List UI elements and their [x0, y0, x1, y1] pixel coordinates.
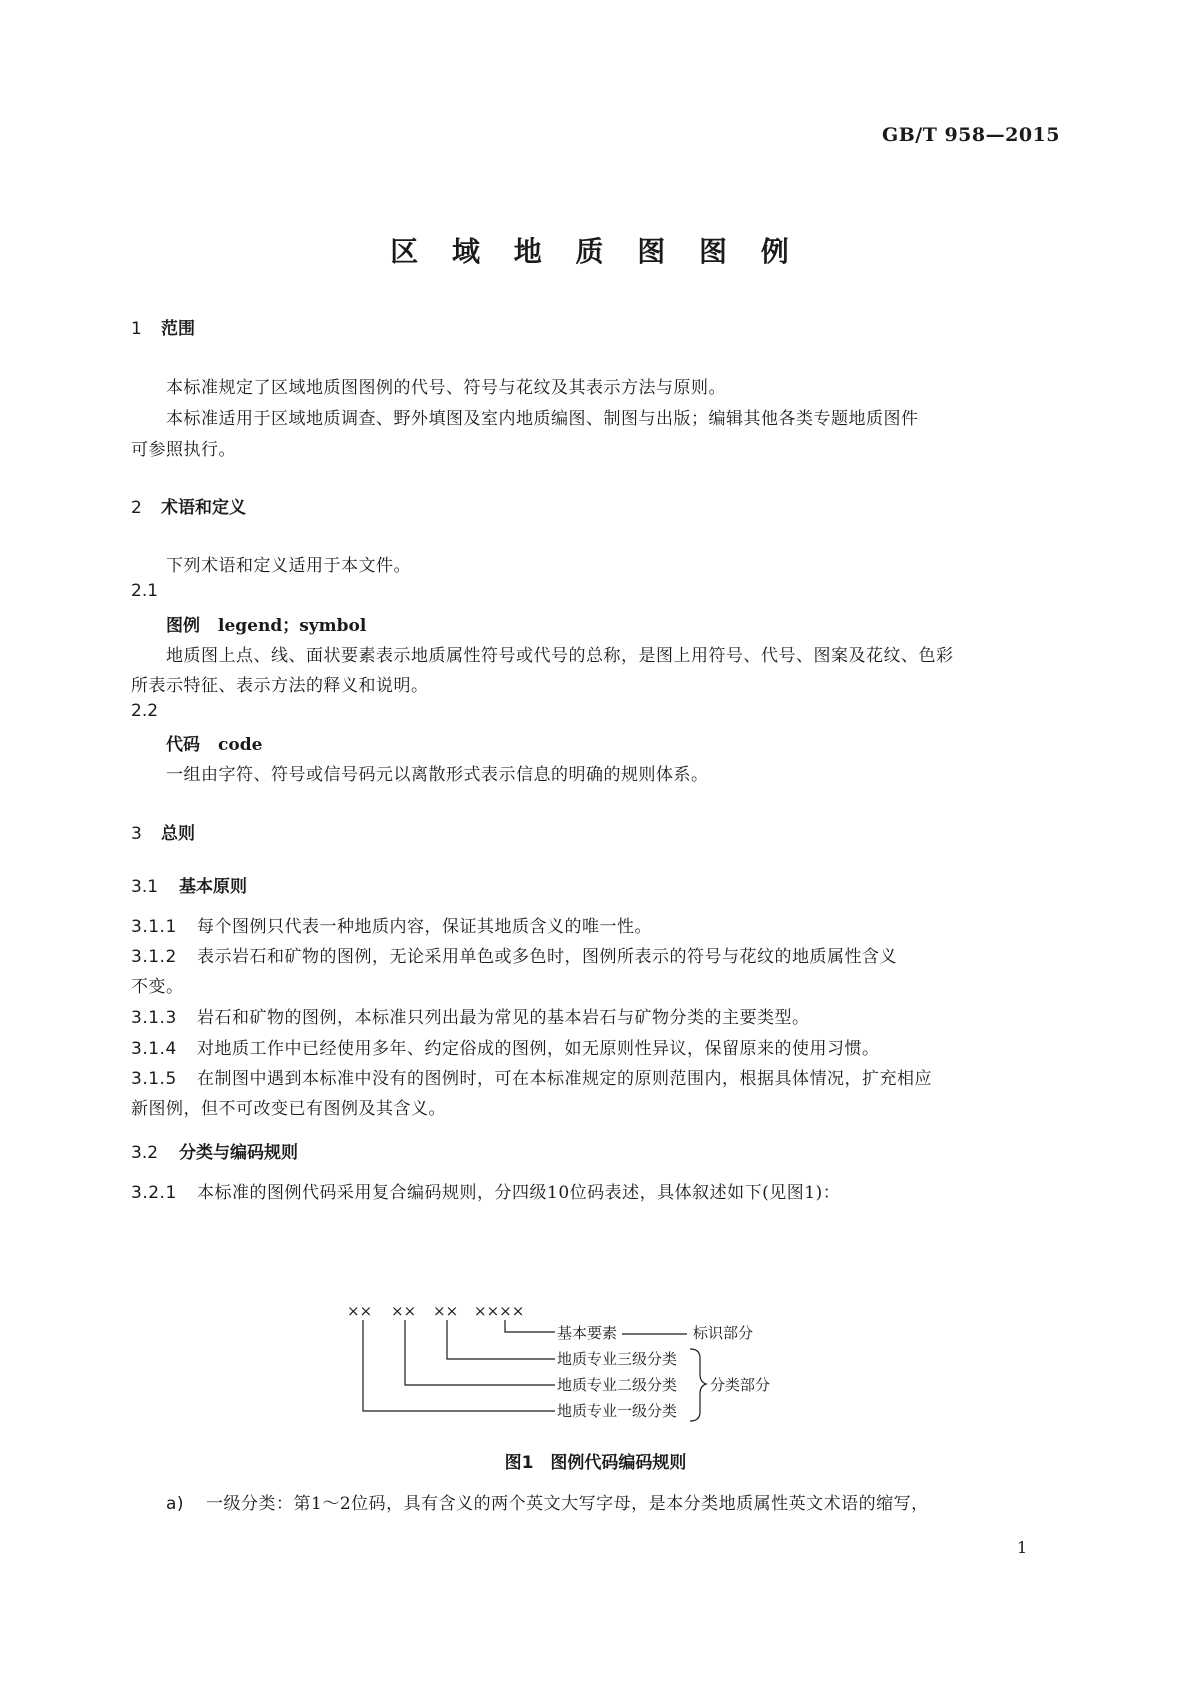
label-basic-element: 基本要素	[557, 1324, 618, 1342]
section-3-heading	[131, 819, 195, 844]
section-title: 总则	[161, 824, 195, 844]
paragraph: 可参照执行。	[131, 440, 236, 460]
clause-text: 岩石和矿物的图例，本标准只列出最为常见的基本岩石与矿物分类的主要类型。	[197, 1008, 810, 1028]
term-number: 2.1	[131, 581, 159, 601]
clause-number: 3.1.2	[131, 947, 177, 967]
label-level3: 地质专业三级分类	[557, 1350, 678, 1368]
section-1-heading	[131, 314, 195, 339]
code-level1: ××	[347, 1302, 373, 1320]
standard-number: GB/T 958—2015	[881, 124, 1060, 146]
connector-level3	[447, 1320, 555, 1359]
term-definition: 地质图上点、线、面状要素表示地质属性符号或代号的总称，是图上用符号、代号、图案及花纹、色彩	[166, 646, 954, 666]
clause-3-1-4	[131, 1034, 880, 1059]
clause-3-1-1	[131, 912, 652, 937]
paragraph: 本标准适用于区域地质调查、野外填图及室内地质编图、制图与出版；编辑其他各类专题地质图件	[166, 409, 919, 429]
section-2-heading	[131, 493, 246, 518]
clause-text: 在制图中遇到本标准中没有的图例时，可在本标准规定的原则范围内，根据具体情况，扩充相应	[197, 1069, 932, 1089]
clause-text-continued: 新图例，但不可改变已有图例及其含义。	[131, 1099, 446, 1119]
subsection-title: 分类与编码规则	[179, 1143, 298, 1163]
term-zh: 图例	[166, 616, 200, 636]
clause-number: 3.1.5	[131, 1069, 177, 1089]
clause-3-2-1	[131, 1178, 840, 1203]
clause-number: 3.1.1	[131, 917, 177, 937]
document-title: 区 域 地 质 图 图 例	[390, 235, 801, 268]
figure-caption: 图1 图例代码编码规则	[504, 1453, 687, 1473]
code-level2: ××	[391, 1302, 417, 1320]
label-level1: 地质专业一级分类	[557, 1402, 678, 1420]
subsection-3-2-heading	[131, 1138, 298, 1163]
clause-3-1-2	[131, 942, 897, 967]
section-number: 1	[131, 319, 142, 339]
clause-number: 3.1.4	[131, 1039, 177, 1059]
subsection-number: 3.1	[131, 877, 159, 897]
clause-text: 每个图例只代表一种地质内容，保证其地质含义的唯一性。	[197, 917, 652, 937]
section-number: 3	[131, 824, 142, 844]
section-title: 范围	[161, 319, 195, 339]
term-entry	[166, 730, 262, 755]
subsection-3-1-heading	[131, 872, 247, 897]
clause-number: 3.1.3	[131, 1008, 177, 1028]
term-definition: 一组由字符、符号或信号码元以离散形式表示信息的明确的规则体系。	[166, 765, 709, 785]
connector-level2	[405, 1320, 555, 1385]
brace	[690, 1349, 706, 1421]
page-number: 1	[1017, 1538, 1028, 1557]
subsection-title: 基本原则	[179, 877, 247, 897]
paragraph: 本标准规定了区域地质图图例的代号、符号与花纹及其表示方法与原则。	[166, 378, 726, 398]
clause-text: 表示岩石和矿物的图例，无论采用单色或多色时，图例所表示的符号与花纹的地质属性含义	[197, 947, 897, 967]
code-basic: ××××	[474, 1302, 525, 1320]
clause-3-1-3	[131, 1003, 810, 1028]
section-number: 2	[131, 498, 142, 518]
list-marker: a)	[166, 1494, 185, 1514]
label-classification-part: 分类部分	[710, 1376, 771, 1394]
label-identification-part: 标识部分	[693, 1324, 754, 1342]
connector-level1	[363, 1320, 555, 1411]
term-entry	[166, 611, 366, 636]
term-number: 2.2	[131, 701, 159, 721]
connector-basic	[505, 1320, 555, 1332]
term-definition: 所表示特征、表示方法的释义和说明。	[131, 676, 429, 696]
subsection-number: 3.2	[131, 1143, 159, 1163]
term-en: code	[218, 735, 263, 755]
clause-number: 3.2.1	[131, 1183, 177, 1203]
label-level2: 地质专业二级分类	[557, 1376, 678, 1394]
clause-text-continued: 不变。	[131, 977, 184, 997]
term-en: legend；symbol	[218, 616, 367, 636]
code-structure-diagram	[347, 1290, 840, 1450]
clause-3-1-5	[131, 1064, 932, 1089]
clause-text: 本标准的图例代码采用复合编码规则，分四级10位码表述，具体叙述如下(见图1)：	[197, 1183, 841, 1203]
section-title: 术语和定义	[161, 498, 246, 518]
paragraph: 下列术语和定义适用于本文件。	[166, 556, 411, 576]
list-text: 一级分类：第1～2位码，具有含义的两个英文大写字母，是本分类地质属性英文术语的缩写，	[206, 1494, 929, 1514]
list-item-a	[166, 1489, 929, 1514]
term-zh: 代码	[166, 735, 200, 755]
clause-text: 对地质工作中已经使用多年、约定俗成的图例，如无原则性异议，保留原来的使用习惯。	[197, 1039, 880, 1059]
code-level3: ××	[433, 1302, 459, 1320]
